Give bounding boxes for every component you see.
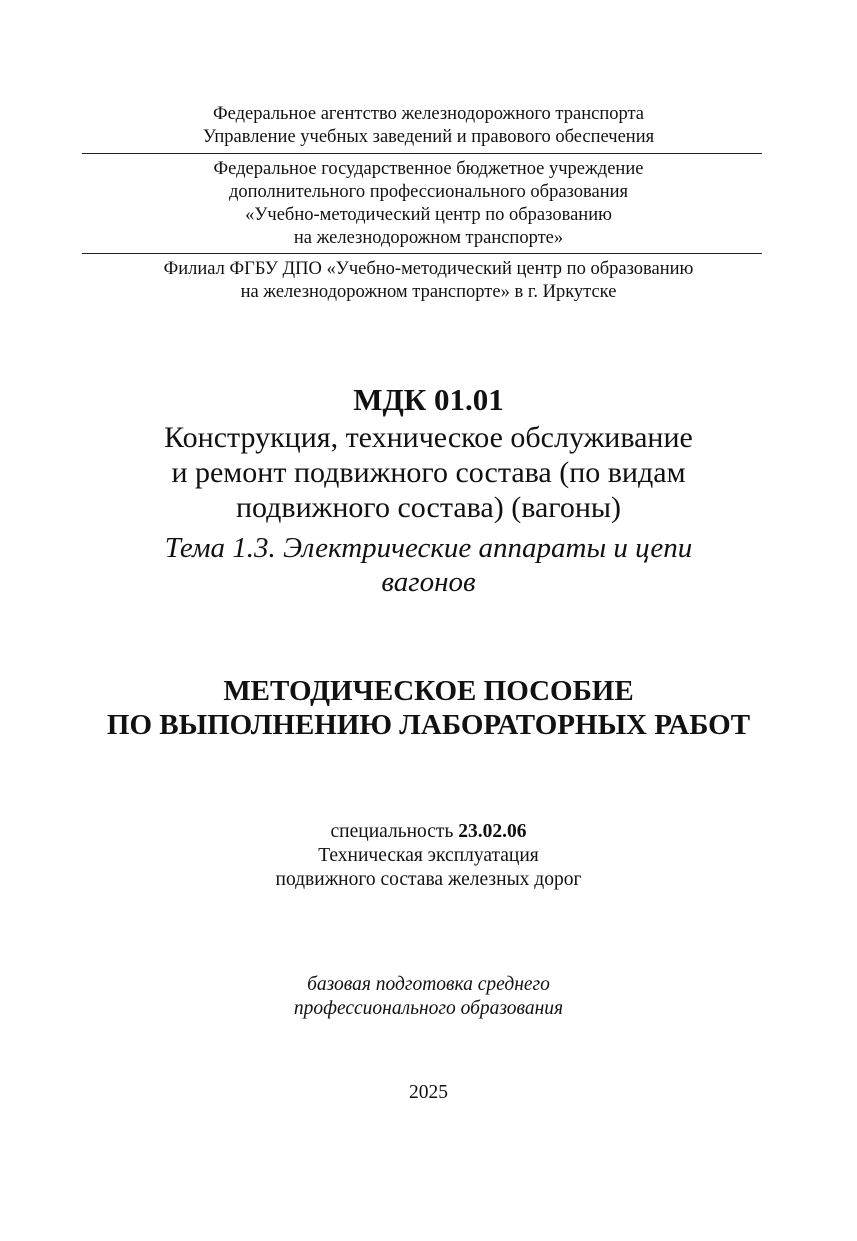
course-title-line-3: подвижного состава) (вагоны) <box>235 491 622 524</box>
education-level-line-2: профессионального образования <box>293 998 564 1019</box>
branch-block <box>0 258 857 304</box>
agency-block <box>0 103 857 149</box>
course-title-line-2: и ремонт подвижного состава (по видам <box>171 456 686 489</box>
specialty-block <box>0 820 857 892</box>
course-title-line-1: Конструкция, техническое обслуживание <box>164 421 693 454</box>
specialty-code: 23.02.06 <box>458 821 527 842</box>
course-title <box>0 420 857 525</box>
institution-line-2: дополнительного профессионального образования <box>228 182 629 202</box>
institution-block <box>0 158 857 250</box>
header-divider-1 <box>82 153 762 154</box>
document-type <box>0 674 857 742</box>
course-code-text: МДК 01.01 <box>353 382 504 417</box>
specialty-name-line-2: подвижного состава железных дорог <box>275 869 582 890</box>
branch-line-2: на железнодорожном транспорте» в г. Иркутске <box>240 282 617 302</box>
year-text: 2025 <box>409 1082 448 1103</box>
topic-line-2: вагонов <box>381 566 476 598</box>
education-level-line-1: базовая подготовка среднего <box>307 974 550 995</box>
institution-line-4: на железнодорожном транспорте» <box>293 228 564 248</box>
document-type-line-1: МЕТОДИЧЕСКОЕ ПОСОБИЕ <box>223 675 634 707</box>
topic-line-1: Тема 1.3. Электрические аппараты и цепи <box>164 532 693 564</box>
institution-line-3: «Учебно-методический центр по образованию <box>245 205 612 225</box>
specialty-label: специальность <box>330 821 459 842</box>
education-level <box>0 973 857 1021</box>
course-code <box>0 382 857 418</box>
year <box>0 1081 857 1105</box>
branch-line-1: Филиал ФГБУ ДПО «Учебно-методический центр по образованию <box>163 259 694 279</box>
specialty-line <box>0 820 857 844</box>
document-type-line-2: ПО ВЫПОЛНЕНИЮ ЛАБОРАТОРНЫХ РАБОТ <box>106 709 751 741</box>
header-divider-2 <box>82 253 762 254</box>
agency-line-1: Федеральное агентство железнодорожного транспорта <box>212 104 644 124</box>
topic <box>0 531 857 599</box>
specialty-name-line-1: Техническая эксплуатация <box>318 845 539 866</box>
institution-line-1: Федеральное государственное бюджетное учреждение <box>213 159 644 179</box>
agency-line-2: Управление учебных заведений и правового обеспечения <box>202 127 655 147</box>
